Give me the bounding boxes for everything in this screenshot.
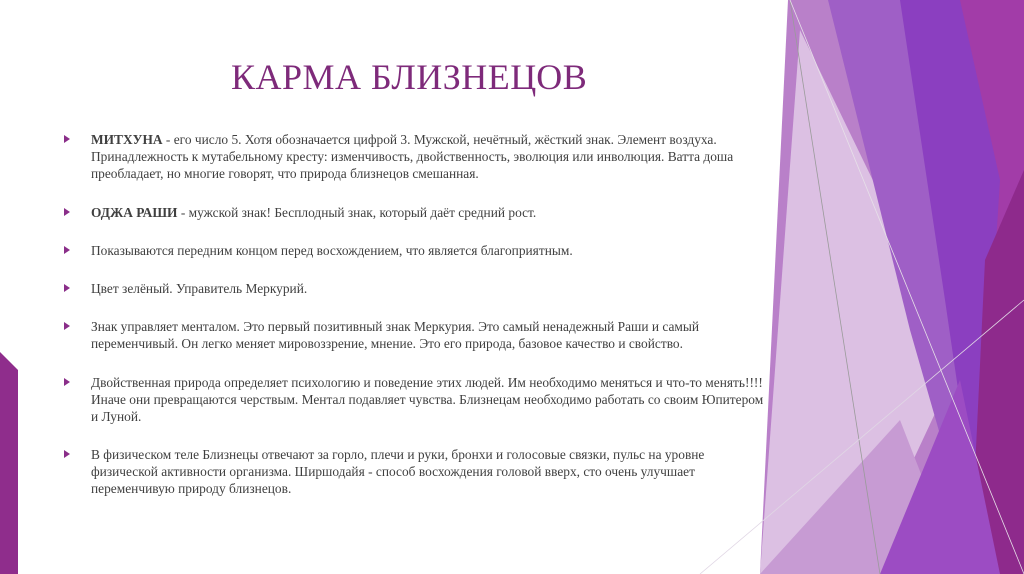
bullet-term: ОДЖА РАШИ: [91, 205, 178, 220]
bullet-arrow-icon: [64, 284, 70, 292]
bullet-arrow-icon: [64, 378, 70, 386]
bullet-item: [64, 242, 764, 259]
bullet-text: В физическом теле Близнецы отвечают за горло, плечи и руки, бронхи и голосовые связки, пульс на уровне физической активности организма. Ширшодайя - способ восхождения головой вверх, сто очень улучшает переменчивую природу близнецов.: [91, 447, 705, 496]
bullet-arrow-icon: [64, 246, 70, 254]
bullet-item: [64, 131, 764, 182]
bullet-item: [64, 318, 764, 352]
bullet-arrow-icon: [64, 450, 70, 458]
left-purple-strip: [0, 352, 18, 574]
bullet-term: МИТХУНА: [91, 132, 163, 147]
bullet-text: - мужской знак! Бесплодный знак, который даёт средний рост.: [177, 205, 537, 220]
bullet-text: Цвет зелёный. Управитель Меркурий.: [91, 281, 308, 296]
slide-title: КАРМА БЛИЗНЕЦОВ: [231, 57, 588, 97]
bullet-arrow-icon: [64, 322, 70, 330]
bullet-arrow-icon: [64, 135, 70, 143]
bullet-text: Двойственная природа определяет психологию и поведение этих людей. Им необходимо меняться и что-то менять!!!! Иначе они превращаются черствым. Ментал подавляет чувства. Близнецам необходимо работать со своим Юпитером и Луной.: [91, 375, 764, 424]
bullet-text: - его число 5. Хотя обозначается цифрой 3. Мужской, нечётный, жёсткий знак. Элемент воздуха. Принадлежность к мутабельному кресту: изменчивость, двойственность, эволюция или инволюция. Ватта доша преобладает, но многие говорят, что природа близнецов смешанная.: [91, 132, 734, 181]
bullet-item: [64, 280, 764, 297]
bullet-text: Знак управляет менталом. Это первый позитивный знак Меркурия. Это самый ненадежный Раши и самый переменчивый. Он легко меняет мировоззрение, мнение. Это его природа, базовое качество и свойство.: [91, 319, 700, 351]
bullet-arrow-icon: [64, 208, 70, 216]
bullet-text: Показываются передним концом перед восхождением, что является благоприятным.: [91, 243, 573, 258]
bullet-item: [64, 374, 764, 425]
bullet-item: [64, 204, 764, 221]
bullet-list: [64, 131, 764, 497]
bullet-item: [64, 446, 764, 497]
